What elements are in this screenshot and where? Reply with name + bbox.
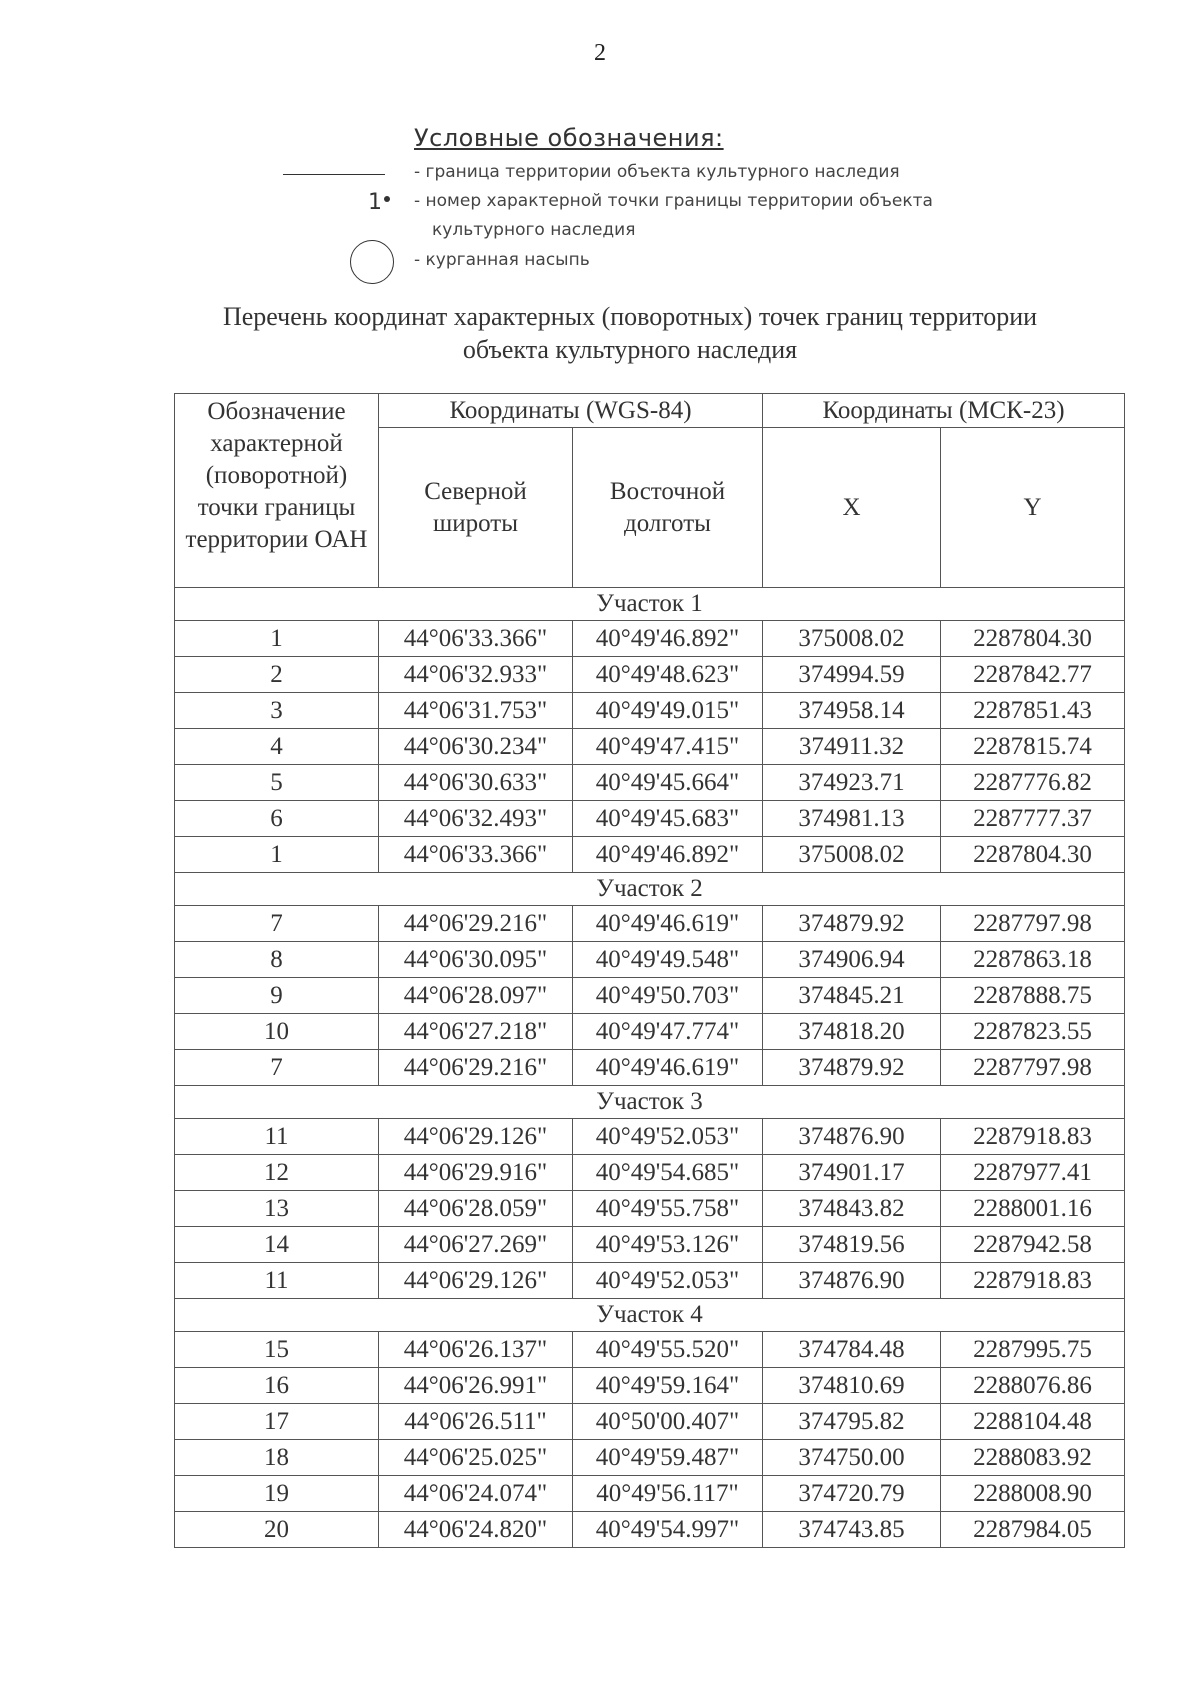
cell-east-lon: 40°49'54.685"	[573, 1155, 763, 1191]
header-y: Y	[941, 428, 1125, 588]
cell-x: 374911.32	[763, 729, 941, 765]
cell-y: 2288076.86	[941, 1368, 1125, 1404]
section-row	[175, 1086, 1125, 1119]
cell-point-number: 16	[175, 1368, 379, 1404]
point-number-symbol	[368, 190, 390, 215]
cell-north-lat: 44°06'31.753"	[379, 693, 573, 729]
cell-north-lat: 44°06'29.126"	[379, 1119, 573, 1155]
section-title: Участок 3	[175, 1086, 1125, 1119]
cell-x: 374845.21	[763, 978, 941, 1014]
table-row	[175, 1332, 1125, 1368]
cell-y: 2287977.41	[941, 1155, 1125, 1191]
list-title	[150, 300, 1110, 366]
cell-y: 2287995.75	[941, 1332, 1125, 1368]
cell-x: 374743.85	[763, 1512, 941, 1548]
cell-north-lat: 44°06'29.126"	[379, 1263, 573, 1299]
cell-y: 2287918.83	[941, 1263, 1125, 1299]
cell-east-lon: 40°49'49.548"	[573, 942, 763, 978]
header-x: X	[763, 428, 941, 588]
cell-north-lat: 44°06'27.218"	[379, 1014, 573, 1050]
cell-y: 2287984.05	[941, 1512, 1125, 1548]
cell-x: 374876.90	[763, 1119, 941, 1155]
cell-east-lon: 40°49'53.126"	[573, 1227, 763, 1263]
cell-x: 374958.14	[763, 693, 941, 729]
cell-point-number: 20	[175, 1512, 379, 1548]
cell-point-number: 19	[175, 1476, 379, 1512]
cell-east-lon: 40°49'50.703"	[573, 978, 763, 1014]
cell-east-lon: 40°50'00.407"	[573, 1404, 763, 1440]
cell-point-number: 5	[175, 765, 379, 801]
cell-x: 374843.82	[763, 1191, 941, 1227]
table-row	[175, 1050, 1125, 1086]
cell-y: 2287776.82	[941, 765, 1125, 801]
cell-east-lon: 40°49'46.619"	[573, 906, 763, 942]
page-number: 2	[594, 40, 606, 66]
cell-x: 374906.94	[763, 942, 941, 978]
cell-y: 2287804.30	[941, 621, 1125, 657]
cell-x: 374818.20	[763, 1014, 941, 1050]
cell-point-number: 1	[175, 837, 379, 873]
cell-north-lat: 44°06'26.991"	[379, 1368, 573, 1404]
cell-north-lat: 44°06'25.025"	[379, 1440, 573, 1476]
cell-north-lat: 44°06'29.216"	[379, 906, 573, 942]
table-row	[175, 1227, 1125, 1263]
cell-y: 2288008.90	[941, 1476, 1125, 1512]
header-north-lat: Северной широты	[379, 428, 573, 588]
cell-point-number: 18	[175, 1440, 379, 1476]
table-row	[175, 621, 1125, 657]
table-row	[175, 1440, 1125, 1476]
header-msk23: Координаты (МСК-23)	[763, 394, 1125, 428]
cell-y: 2287851.43	[941, 693, 1125, 729]
cell-east-lon: 40°49'47.774"	[573, 1014, 763, 1050]
cell-east-lon: 40°49'47.415"	[573, 729, 763, 765]
cell-north-lat: 44°06'30.633"	[379, 765, 573, 801]
table-row	[175, 765, 1125, 801]
table-row	[175, 1368, 1125, 1404]
cell-y: 2287804.30	[941, 837, 1125, 873]
cell-north-lat: 44°06'28.097"	[379, 978, 573, 1014]
cell-east-lon: 40°49'46.892"	[573, 621, 763, 657]
cell-y: 2287888.75	[941, 978, 1125, 1014]
cell-y: 2288104.48	[941, 1404, 1125, 1440]
cell-x: 375008.02	[763, 621, 941, 657]
point-number-label: 1	[368, 190, 382, 215]
legend-item-point-number-cont: культурного наследия	[432, 220, 636, 240]
cell-point-number: 4	[175, 729, 379, 765]
legend-title: Условные обозначения:	[414, 124, 724, 152]
cell-y: 2288083.92	[941, 1440, 1125, 1476]
table-row	[175, 1512, 1125, 1548]
table-row	[175, 1404, 1125, 1440]
list-title-line2: объекта культурного наследия	[462, 335, 798, 364]
cell-north-lat: 44°06'33.366"	[379, 837, 573, 873]
table-row	[175, 1263, 1125, 1299]
cell-east-lon: 40°49'55.758"	[573, 1191, 763, 1227]
boundary-line-symbol	[283, 174, 385, 175]
cell-north-lat: 44°06'33.366"	[379, 621, 573, 657]
cell-east-lon: 40°49'55.520"	[573, 1332, 763, 1368]
cell-east-lon: 40°49'56.117"	[573, 1476, 763, 1512]
cell-east-lon: 40°49'52.053"	[573, 1263, 763, 1299]
cell-point-number: 17	[175, 1404, 379, 1440]
cell-north-lat: 44°06'29.216"	[379, 1050, 573, 1086]
cell-y: 2287797.98	[941, 1050, 1125, 1086]
table-row	[175, 978, 1125, 1014]
point-dot-icon	[384, 196, 390, 202]
cell-east-lon: 40°49'59.487"	[573, 1440, 763, 1476]
cell-point-number: 13	[175, 1191, 379, 1227]
table-row	[175, 657, 1125, 693]
cell-north-lat: 44°06'32.933"	[379, 657, 573, 693]
cell-point-number: 3	[175, 693, 379, 729]
cell-x: 374720.79	[763, 1476, 941, 1512]
table-row	[175, 837, 1125, 873]
cell-y: 2287815.74	[941, 729, 1125, 765]
cell-east-lon: 40°49'45.664"	[573, 765, 763, 801]
cell-north-lat: 44°06'26.137"	[379, 1332, 573, 1368]
cell-north-lat: 44°06'26.511"	[379, 1404, 573, 1440]
cell-point-number: 7	[175, 906, 379, 942]
cell-north-lat: 44°06'30.234"	[379, 729, 573, 765]
cell-east-lon: 40°49'45.683"	[573, 801, 763, 837]
cell-east-lon: 40°49'54.997"	[573, 1512, 763, 1548]
cell-y: 2287918.83	[941, 1119, 1125, 1155]
cell-x: 374981.13	[763, 801, 941, 837]
cell-east-lon: 40°49'48.623"	[573, 657, 763, 693]
cell-point-number: 14	[175, 1227, 379, 1263]
cell-point-number: 6	[175, 801, 379, 837]
cell-x: 374750.00	[763, 1440, 941, 1476]
cell-point-number: 2	[175, 657, 379, 693]
cell-east-lon: 40°49'46.619"	[573, 1050, 763, 1086]
cell-y: 2287777.37	[941, 801, 1125, 837]
cell-north-lat: 44°06'28.059"	[379, 1191, 573, 1227]
mound-circle-symbol	[350, 240, 394, 284]
cell-north-lat: 44°06'24.074"	[379, 1476, 573, 1512]
cell-x: 374810.69	[763, 1368, 941, 1404]
cell-x: 374876.90	[763, 1263, 941, 1299]
cell-east-lon: 40°49'52.053"	[573, 1119, 763, 1155]
cell-east-lon: 40°49'59.164"	[573, 1368, 763, 1404]
table-row	[175, 801, 1125, 837]
cell-x: 374879.92	[763, 1050, 941, 1086]
cell-y: 2287823.55	[941, 1014, 1125, 1050]
cell-point-number: 11	[175, 1263, 379, 1299]
cell-y: 2287797.98	[941, 906, 1125, 942]
cell-point-number: 12	[175, 1155, 379, 1191]
cell-point-number: 15	[175, 1332, 379, 1368]
cell-point-number: 10	[175, 1014, 379, 1050]
cell-east-lon: 40°49'46.892"	[573, 837, 763, 873]
table-row	[175, 693, 1125, 729]
section-row	[175, 873, 1125, 906]
cell-point-number: 8	[175, 942, 379, 978]
legend-item-boundary: - граница территории объекта культурного наследия	[414, 162, 900, 182]
cell-north-lat: 44°06'30.095"	[379, 942, 573, 978]
cell-x: 374784.48	[763, 1332, 941, 1368]
table-row	[175, 906, 1125, 942]
cell-point-number: 1	[175, 621, 379, 657]
cell-y: 2287842.77	[941, 657, 1125, 693]
cell-x: 374819.56	[763, 1227, 941, 1263]
table-row	[175, 1014, 1125, 1050]
table-row	[175, 1155, 1125, 1191]
cell-point-number: 7	[175, 1050, 379, 1086]
cell-north-lat: 44°06'24.820"	[379, 1512, 573, 1548]
table-row	[175, 1476, 1125, 1512]
cell-x: 374923.71	[763, 765, 941, 801]
cell-x: 375008.02	[763, 837, 941, 873]
cell-y: 2287863.18	[941, 942, 1125, 978]
cell-x: 374795.82	[763, 1404, 941, 1440]
header-east-lon: Восточной долготы	[573, 428, 763, 588]
section-title: Участок 1	[175, 588, 1125, 621]
cell-north-lat: 44°06'29.916"	[379, 1155, 573, 1191]
section-title: Участок 2	[175, 873, 1125, 906]
cell-point-number: 11	[175, 1119, 379, 1155]
table-row	[175, 1191, 1125, 1227]
cell-point-number: 9	[175, 978, 379, 1014]
cell-y: 2287942.58	[941, 1227, 1125, 1263]
section-row	[175, 1299, 1125, 1332]
coordinates-table	[174, 393, 1125, 1548]
table-row	[175, 729, 1125, 765]
cell-y: 2288001.16	[941, 1191, 1125, 1227]
cell-x: 374994.59	[763, 657, 941, 693]
cell-x: 374901.17	[763, 1155, 941, 1191]
cell-north-lat: 44°06'32.493"	[379, 801, 573, 837]
section-row	[175, 588, 1125, 621]
cell-x: 374879.92	[763, 906, 941, 942]
table-row	[175, 1119, 1125, 1155]
legend-item-mound: - курганная насыпь	[414, 250, 590, 270]
legend-item-point-number: - номер характерной точки границы территории объекта	[414, 191, 933, 211]
list-title-line1: Перечень координат характерных (поворотных) точек границ территории	[222, 302, 1038, 331]
cell-north-lat: 44°06'27.269"	[379, 1227, 573, 1263]
section-title: Участок 4	[175, 1299, 1125, 1332]
header-designation: Обозначение характерной (поворотной) точки границы территории ОАН	[175, 394, 379, 588]
table-body	[175, 588, 1125, 1548]
header-wgs84: Координаты (WGS-84)	[379, 394, 763, 428]
cell-east-lon: 40°49'49.015"	[573, 693, 763, 729]
table-row	[175, 942, 1125, 978]
